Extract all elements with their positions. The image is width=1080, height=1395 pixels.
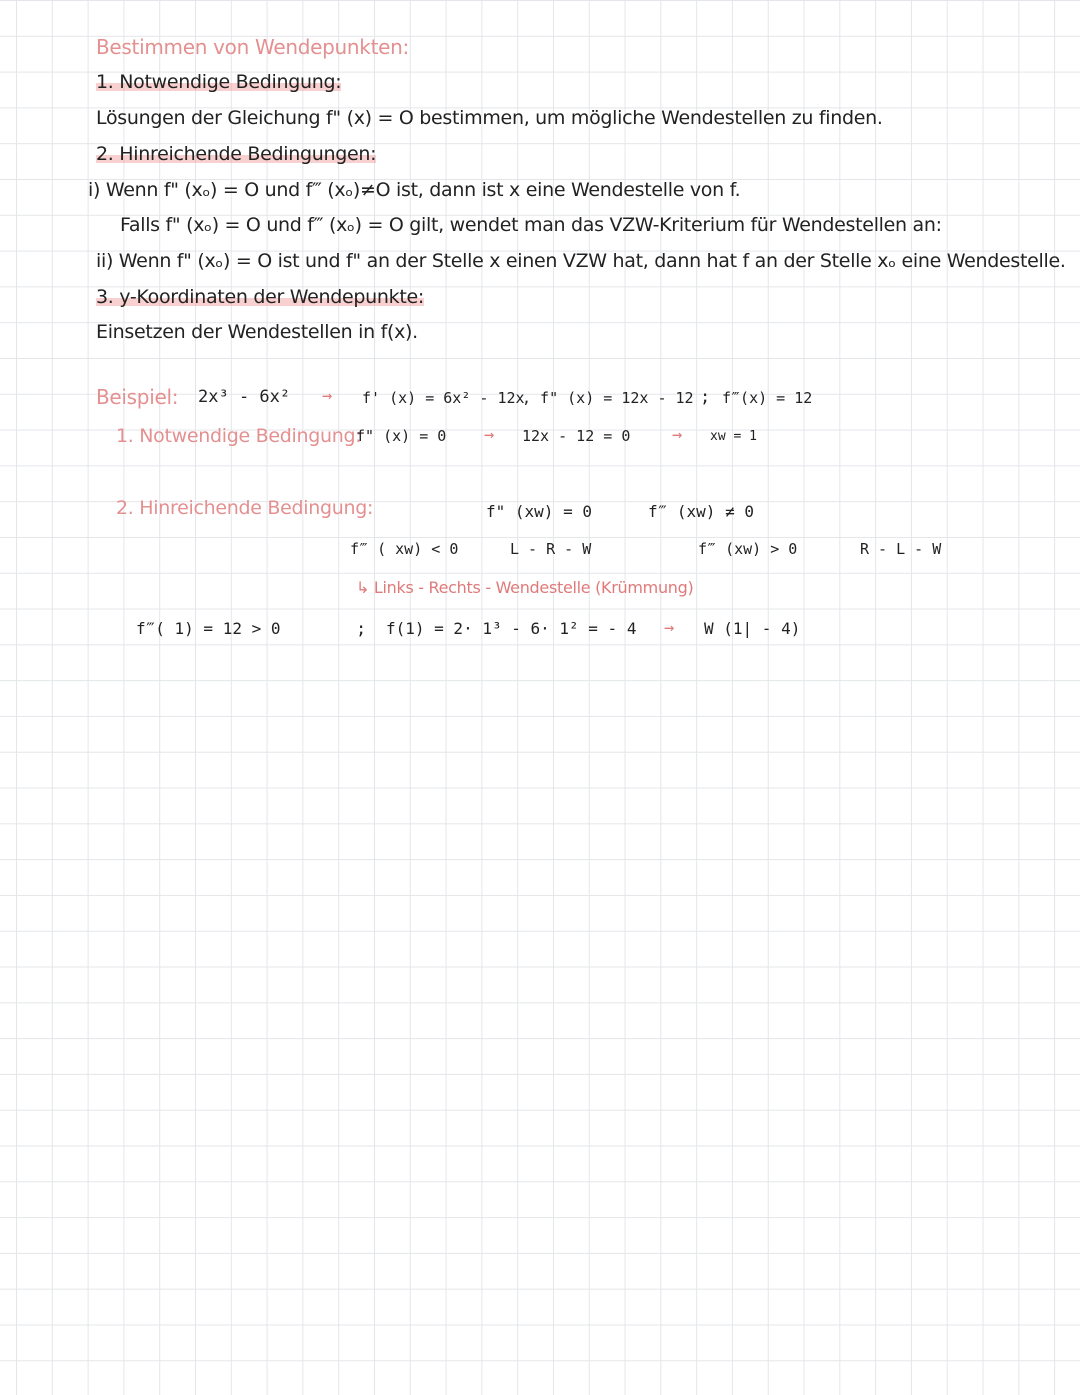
section-title: Bestimmen von Wendepunkten: [96,35,409,59]
step1-heading [96,72,341,93]
inflection-point: W (1| - 4) [704,619,801,638]
sufficient-label: 2. Hinreichende Bedingung: [116,497,374,519]
third-derivative: f‴(x) = 12 [722,389,813,407]
example-function: 2x³ - 6x² [198,387,291,407]
cond-second-zero: f" (xw) = 0 [486,502,592,521]
cond-third-nonzero: f‴ (xw) ≠ 0 [648,502,754,521]
arrow-icon: → [322,386,333,406]
step2-heading-text: 2. Hinreichende Bedingungen: [96,143,377,165]
condition-i: i) Wenn f" (xₒ) = O und f‴ (xₒ)≠O ist, dann ist x eine Wendestelle von f. [88,179,741,201]
necessary-equation: f" (x) = 0 [356,427,447,445]
example-label: Beispiel: [96,385,179,409]
y-calculation: f(1) = 2· 1³ - 6· 1² = - 4 [386,619,637,638]
condition-ii: ii) Wenn f" (xₒ) = O ist und f" an der Stelle x einen VZW hat, dann hat f an der Stelle xₒ eine Wendestelle. [96,250,1066,272]
arrow-icon: → [664,618,675,638]
cond-third-positive: f‴ (xw) > 0 [698,540,798,558]
separator: ; [700,387,711,407]
lrw-label: L - R - W [510,540,592,558]
check-separator: ; [356,619,367,639]
step2-heading [96,144,376,165]
condition-i-case: Falls f" (xₒ) = O und f‴ (xₒ) = O gilt, wendet man das VZW-Kriterium für Wendestellen an: [120,214,942,236]
curvature-note: ↳ Links - Rechts - Wendestelle (Krümmung) [356,578,694,597]
rlw-label: R - L - W [860,540,942,558]
second-derivative: , f" (x) = 12x - 12 [522,389,694,407]
step3-text: Einsetzen der Wendestellen in f(x). [96,321,418,343]
step1-heading-text: 1. Notwendige Bedingung: [96,71,342,93]
arrow-icon: → [672,425,683,445]
check-third-derivative: f‴( 1) = 12 > 0 [136,619,281,638]
necessary-solve: 12x - 12 = 0 [522,427,631,445]
necessary-label: 1. Notwendige Bedingung: [116,425,362,447]
necessary-result: xw = 1 [710,429,757,444]
step3-heading [96,287,424,308]
cond-third-negative: f‴ ( xw) < 0 [350,540,459,558]
first-derivative: f' (x) = 6x² - 12x [362,389,525,407]
step1-text: Lösungen der Gleichung f" (x) = O bestimmen, um mögliche Wendestellen zu finden. [96,107,883,129]
arrow-icon: → [484,425,495,445]
step3-heading-text: 3. y-Koordinaten der Wendepunkte: [96,286,424,308]
